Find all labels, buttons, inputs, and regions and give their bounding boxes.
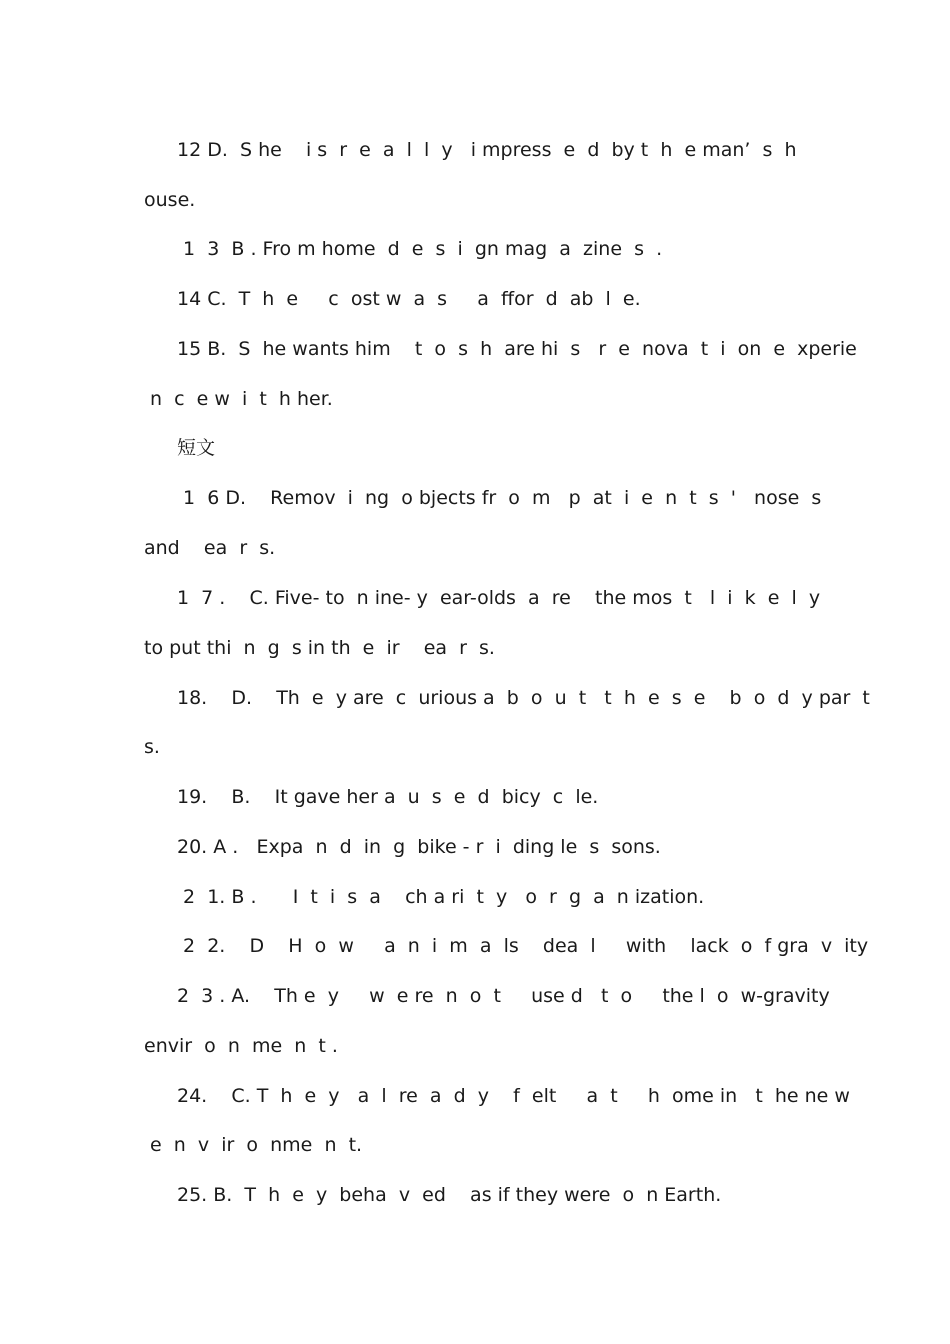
answer-20: 20. A . Expa n d in g bike - r i ding le s sons. <box>177 836 661 858</box>
answer-16-continued: and ea r s. <box>144 537 276 559</box>
answer-13: 1 3 B . Fro m home d e s i gn mag a zine s . <box>177 238 663 260</box>
answer-18: 18. D. Th e y are c urious a b o u t t h e s e b o d y par t <box>177 687 870 709</box>
answer-24-continued: e n v ir o nme n t. <box>144 1134 363 1156</box>
answer-21: 2 1. B . I t i s a ch a ri t y o r g a n ization. <box>177 886 705 908</box>
section-heading-short-passage: 短文 <box>177 437 216 459</box>
answer-17-continued: to put thi n g s in th e ir ea r s. <box>144 637 495 659</box>
answer-14: 14 C. T h e c ost w a s a ffor d ab l e. <box>177 288 641 310</box>
answer-17: 1 7 . C. Five- to n ine- y ear-olds a re the mos t l i k e l y <box>177 587 821 609</box>
answer-16: 1 6 D. Remov i ng o bjects fr o m p at i e n t s ' nose s <box>177 487 822 509</box>
answer-24: 24. C. T h e y a l re a d y f elt a t h ome in t he ne w <box>177 1085 850 1107</box>
answer-18-continued: s. <box>144 736 160 758</box>
answer-23-continued: envir o n me n t . <box>144 1035 338 1057</box>
answer-23: 2 3 . A. Th e y w e re n o t use d t o the l o w-gravity <box>177 985 830 1007</box>
answer-19: 19. B. It gave her a u s e d bicy c le. <box>177 786 599 808</box>
answer-15: 15 B. S he wants him t o s h are hi s r e nova t i on e xperie <box>177 338 857 360</box>
answer-15-continued: n c e w i t h her. <box>144 388 333 410</box>
answer-12-continued: ouse. <box>144 189 196 211</box>
answer-25: 25. B. T h e y beha v ed as if they were o n Earth. <box>177 1184 722 1206</box>
answer-12: 12 D. S he i s r e a l l y i mpress e d by t h e man’ s h <box>177 139 797 161</box>
answer-22: 2 2. D H o w a n i m a ls dea l with lack o f gra v ity <box>177 935 869 957</box>
